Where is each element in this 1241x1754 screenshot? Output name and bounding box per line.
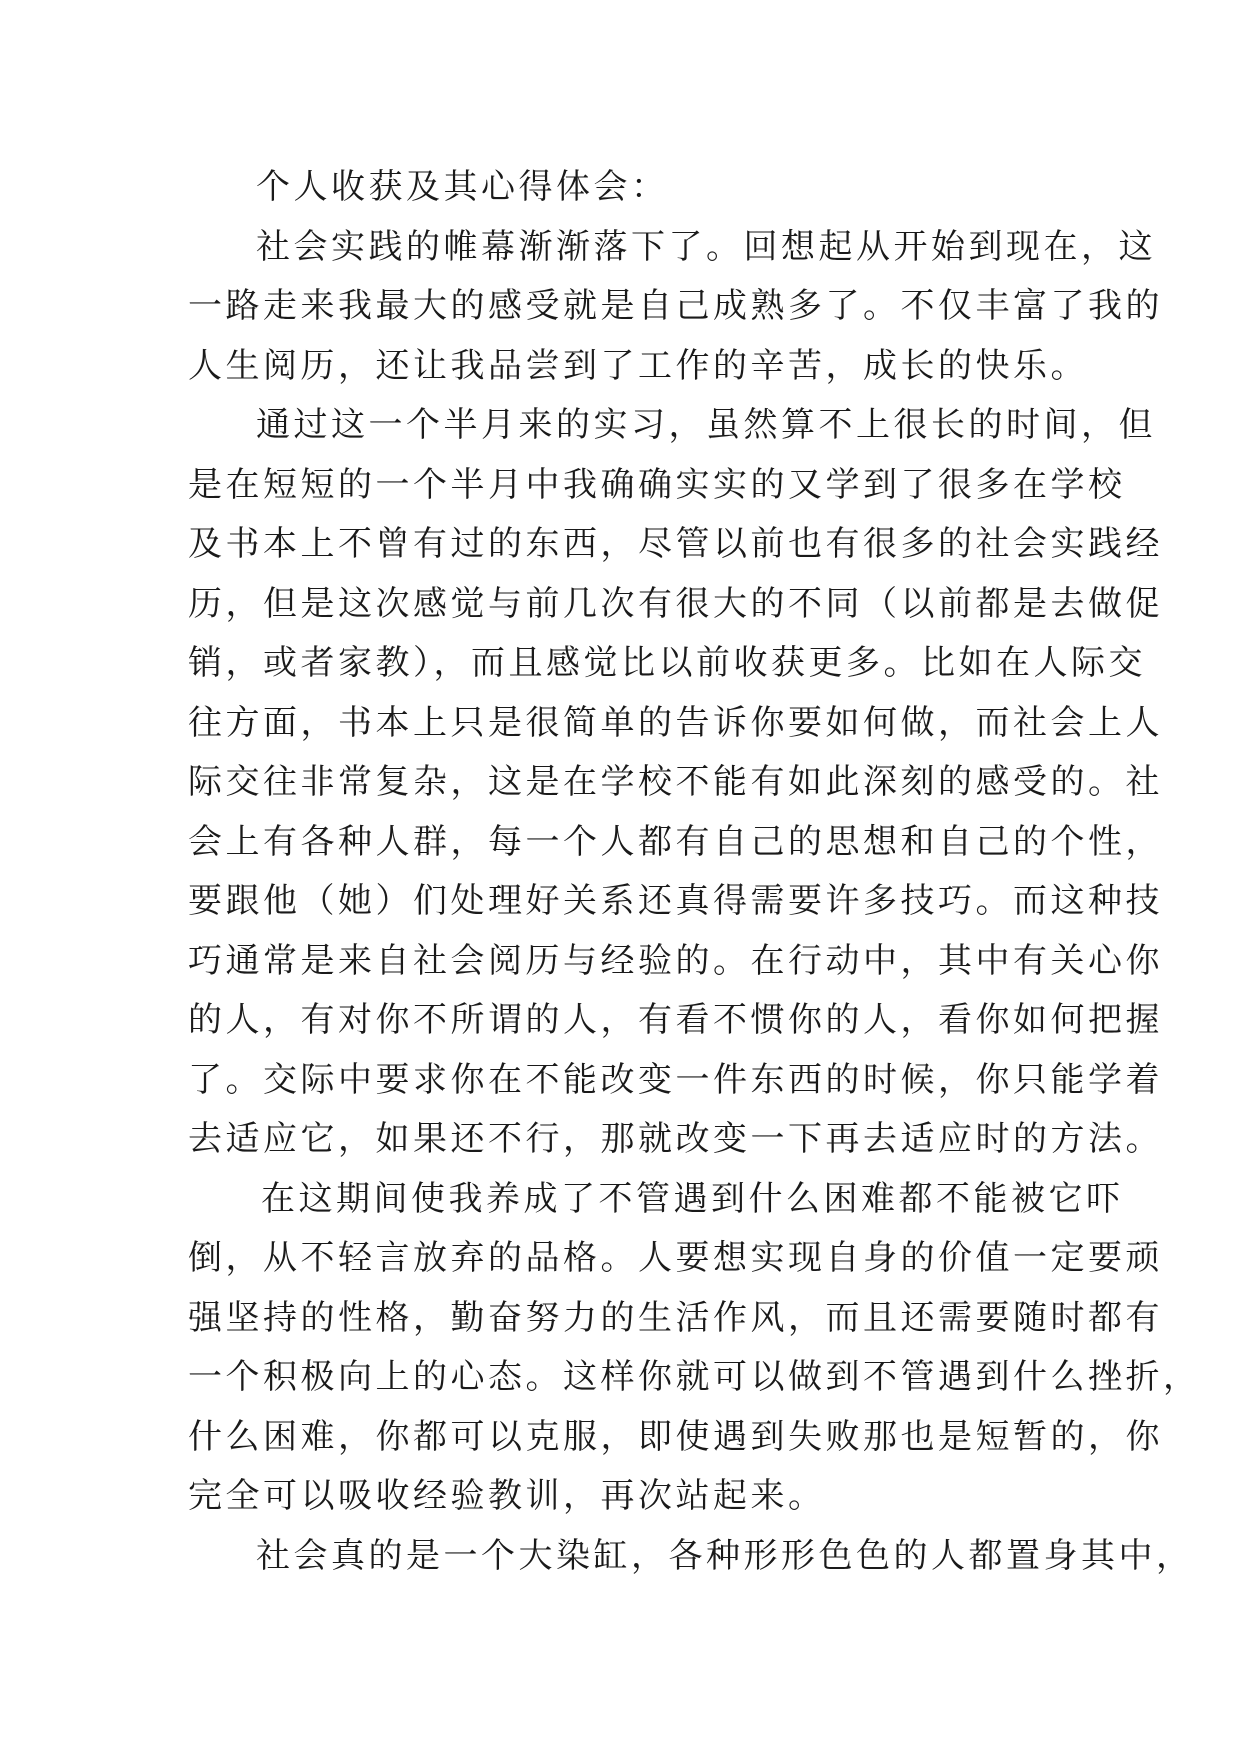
paragraph-line: 是在短短的一个半月中我确确实实的又学到了很多在学校 xyxy=(188,464,1126,505)
paragraph-line: 什么困难，你都可以克服，即使遇到失败那也是短暂的，你 xyxy=(188,1416,1163,1457)
paragraph-line: 强坚持的性格，勤奋努力的生活作风，而且还需要随时都有 xyxy=(188,1297,1163,1338)
paragraph-line: 会上有各种人群，每一个人都有自己的思想和自己的个性， xyxy=(188,821,1163,862)
paragraph-line: 一路走来我最大的感受就是自己成熟多了。不仅丰富了我的 xyxy=(188,286,1163,326)
paragraph-line: 完全可以吸收经验教训，再次站起来。 xyxy=(188,1476,826,1516)
paragraph-line: 一个积极向上的心态。这样你就可以做到不管遇到什么挫折， xyxy=(188,1357,1201,1397)
paragraph-1 xyxy=(188,218,1163,397)
paragraph-line: 在这期间使我养成了不管遇到什么困难都不能被它吓 xyxy=(261,1178,1124,1219)
paragraph-line: 历，但是这次感觉与前几次有很大的不同（以前都是去做促 xyxy=(188,583,1163,624)
paragraph-line: 社会实践的帷幕渐渐落下了。回想起从开始到现在，这 xyxy=(256,226,1156,267)
paragraph-line: 人生阅历，还让我品尝到了工作的辛苦，成长的快乐。 xyxy=(188,345,1088,386)
paragraph-line: 去适应它，如果还不行，那就改变一下再去适应时的方法。 xyxy=(188,1119,1163,1159)
paragraph-line: 社会真的是一个大染缸，各种形形色色的人都置身其中， xyxy=(256,1535,1194,1576)
paragraph-line: 了。交际中要求你在不能改变一件东西的时候，你只能学着 xyxy=(188,1059,1163,1100)
paragraph-2 xyxy=(188,396,1163,1170)
document-body xyxy=(188,158,1201,1586)
paragraph-line: 及书本上不曾有过的东西，尽管以前也有很多的社会实践经 xyxy=(188,524,1163,564)
section-heading: 个人收获及其心得体会： xyxy=(256,167,669,207)
paragraph-4 xyxy=(188,1527,1194,1587)
paragraph-3 xyxy=(188,1170,1201,1527)
paragraph-line: 要跟他（她）们处理好关系还真得需要许多技巧。而这种技 xyxy=(188,881,1163,921)
paragraph-line: 销，或者家教），而且感觉比以前收获更多。比如在人际交 xyxy=(188,643,1146,683)
paragraph-line: 巧通常是来自社会阅历与经验的。在行动中，其中有关心你 xyxy=(188,940,1163,981)
paragraph-line: 通过这一个半月来的实习，虽然算不上很长的时间，但 xyxy=(256,405,1156,445)
paragraph-line: 倒，从不轻言放弃的品格。人要想实现自身的价值一定要顽 xyxy=(188,1238,1163,1278)
paragraph-line: 往方面，书本上只是很简单的告诉你要如何做，而社会上人 xyxy=(188,702,1163,743)
paragraph-line: 际交往非常复杂，这是在学校不能有如此深刻的感受的。社 xyxy=(188,762,1163,802)
paragraph-line: 的人，有对你不所谓的人，有看不惯你的人，看你如何把握 xyxy=(188,1000,1163,1040)
